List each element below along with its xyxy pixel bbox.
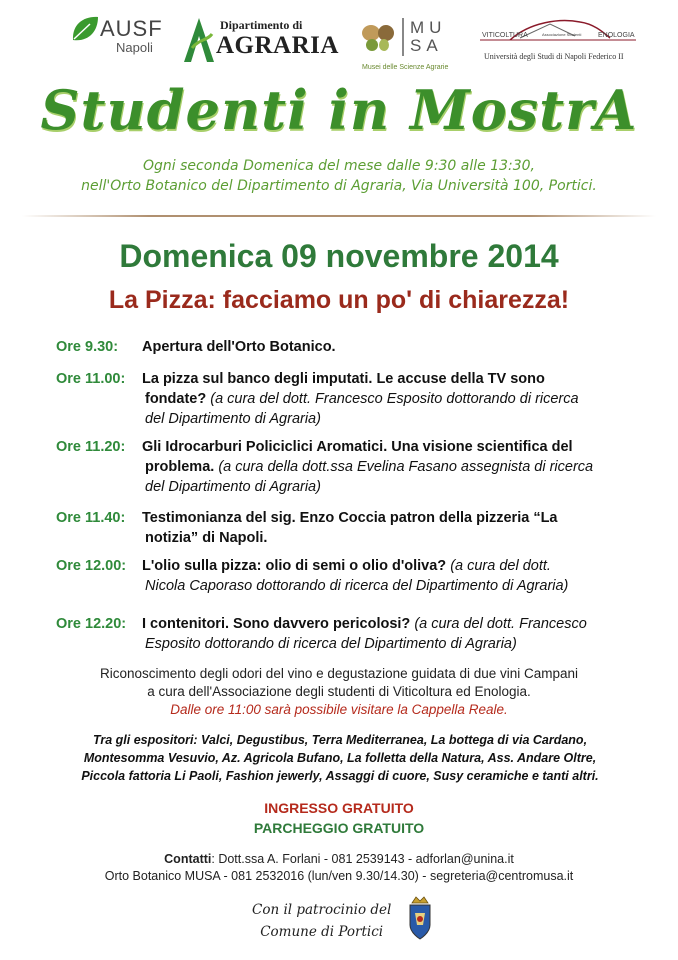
musa-wordmark: [410, 19, 454, 55]
program-time: Ore 12.20:: [56, 616, 127, 632]
exhibitors-line-1: Tra gli espositori: Valci, Degustibus, Terra Mediterranea, La bottega di via Cardano,: [92, 733, 588, 747]
musa-wordmark-text: MUSA: [410, 18, 447, 55]
program-speaker-cont: del Dipartimento di Agraria): [145, 411, 321, 427]
exhibitors-line-2: Montesomma Vesuvio, Az. Agricola Bufano, La folletta della Natura, Ass. Andare Oltre,: [83, 751, 597, 765]
exhibitors-line-3: Piccola fattoria Li Paoli, Fashion jewerly, Assaggi di cuore, Susy ceramiche e tanti altri.: [81, 769, 599, 783]
program-title-cont: problema.: [145, 459, 215, 475]
ausf-logo: [70, 14, 163, 55]
program-speaker: (a cura del dott. Francesco: [410, 616, 587, 632]
musa-divider: [402, 18, 404, 56]
contacts-line-1: : Dott.ssa A. Forlani - 081 2539143 - adforlan@unina.it: [211, 852, 514, 866]
program-time: Ore 11.20:: [56, 439, 126, 455]
free-parking-label: PARCHEGGIO GRATUITO: [253, 820, 425, 836]
free-entry-label: INGRESSO GRATUITO: [264, 800, 414, 816]
portici-crest-icon: [406, 895, 434, 941]
program-speaker-cont: Esposito dottorando di ricerca del Dipartimento di Agraria): [145, 636, 517, 652]
unina-viticoltura: VITICOLTURA: [482, 32, 528, 39]
agraria-a-icon: [182, 16, 216, 64]
program-time: Ore 11.40:: [56, 510, 126, 526]
leaf-icon: [70, 14, 100, 44]
agraria-wordmark: AGRARIA: [216, 32, 339, 59]
exhibitors-list: [20, 731, 660, 785]
contacts: [0, 851, 678, 885]
program-title: I contenitori. Sono davvero pericolosi?: [142, 616, 411, 632]
unina-logo: [480, 22, 636, 62]
program-speaker: (a cura del dott. Francesco Esposito dottorando di ricerca: [206, 391, 579, 407]
program-speaker: (a cura della dott.ssa Evelina Fasano assegnista di ricerca: [214, 459, 594, 475]
wine-tasting-note: [0, 665, 678, 719]
logo-bar: [0, 8, 678, 70]
patronage: [252, 899, 391, 943]
program-time: Ore 9.30:: [56, 339, 119, 355]
program-speaker-cont: del Dipartimento di Agraria): [145, 479, 321, 495]
program-title: Testimonianza del sig. Enzo Coccia patron della pizzeria “La: [142, 510, 558, 526]
patronage-line-1: Con il patrocinio del: [252, 902, 392, 918]
unina-enologia: ENOLOGIA: [598, 32, 635, 39]
schedule-line-2: nell'Orto Botanico del Dipartimento di Agraria, Via Università 100, Portici.: [81, 178, 597, 194]
unina-university: Università degli Studi di Napoli Federico II: [484, 52, 624, 61]
agraria-logo: [182, 16, 339, 64]
note-line-3: Dalle ore 11:00 sarà possibile visitare la Cappella Reale.: [170, 702, 508, 717]
musa-logo: [360, 18, 454, 71]
note-line-1: Riconoscimento degli odori del vino e degustazione guidata di due vini Campani: [99, 666, 579, 681]
program-speaker-cont: Nicola Caporaso dottorando di ricerca del Dipartimento di Agraria): [145, 578, 569, 594]
program-title: L'olio sulla pizza: olio di semi o olio d'oliva?: [142, 558, 447, 574]
note-line-2: a cura dell'Associazione degli studenti di Viticoltura ed Enologia.: [147, 684, 531, 699]
header-divider: [22, 215, 656, 217]
schedule-line-1: Ogni seconda Domenica del mese dalle 9:30 alle 13:30,: [142, 158, 536, 174]
program-title: La pizza sul banco degli imputati. Le accuse della TV sono: [142, 371, 545, 387]
patronage-line-2: Comune di Portici: [260, 924, 384, 940]
ausf-wordmark: AUSF: [100, 16, 163, 41]
program-speaker: (a cura del dott.: [446, 558, 551, 574]
musa-subtitle: Musei delle Scienze Agrarie: [362, 64, 449, 71]
musa-butterfly-icon: [360, 19, 396, 55]
unina-association: Associazione Studenti: [542, 32, 582, 37]
series-schedule: [0, 156, 678, 196]
agraria-department-label: Dipartimento di: [220, 18, 303, 32]
program-time: Ore 12.00:: [56, 558, 127, 574]
vesuvius-icon: [480, 16, 636, 44]
program-title: Apertura dell'Orto Botanico.: [142, 339, 336, 355]
ausf-subtitle: Napoli: [116, 40, 153, 55]
event-series-title: Studenti in MostrA: [40, 78, 638, 142]
contacts-line-2: Orto Botanico MUSA - 081 2532016 (lun/ven 9.30/14.30) - segreteria@centromusa.it: [104, 869, 574, 883]
program-title: Gli Idrocarburi Policiclici Aromatici. Una visione scientifica del: [142, 439, 573, 455]
event-title: La Pizza: facciamo un po' di chiarezza!: [108, 286, 570, 314]
program-time: Ore 11.00:: [56, 371, 126, 387]
contacts-label: Contatti: [164, 852, 212, 866]
program-title-cont: fondate?: [145, 391, 207, 407]
program-title-cont: notizia” di Napoli.: [145, 530, 268, 546]
event-date: Domenica 09 novembre 2014: [119, 238, 559, 274]
